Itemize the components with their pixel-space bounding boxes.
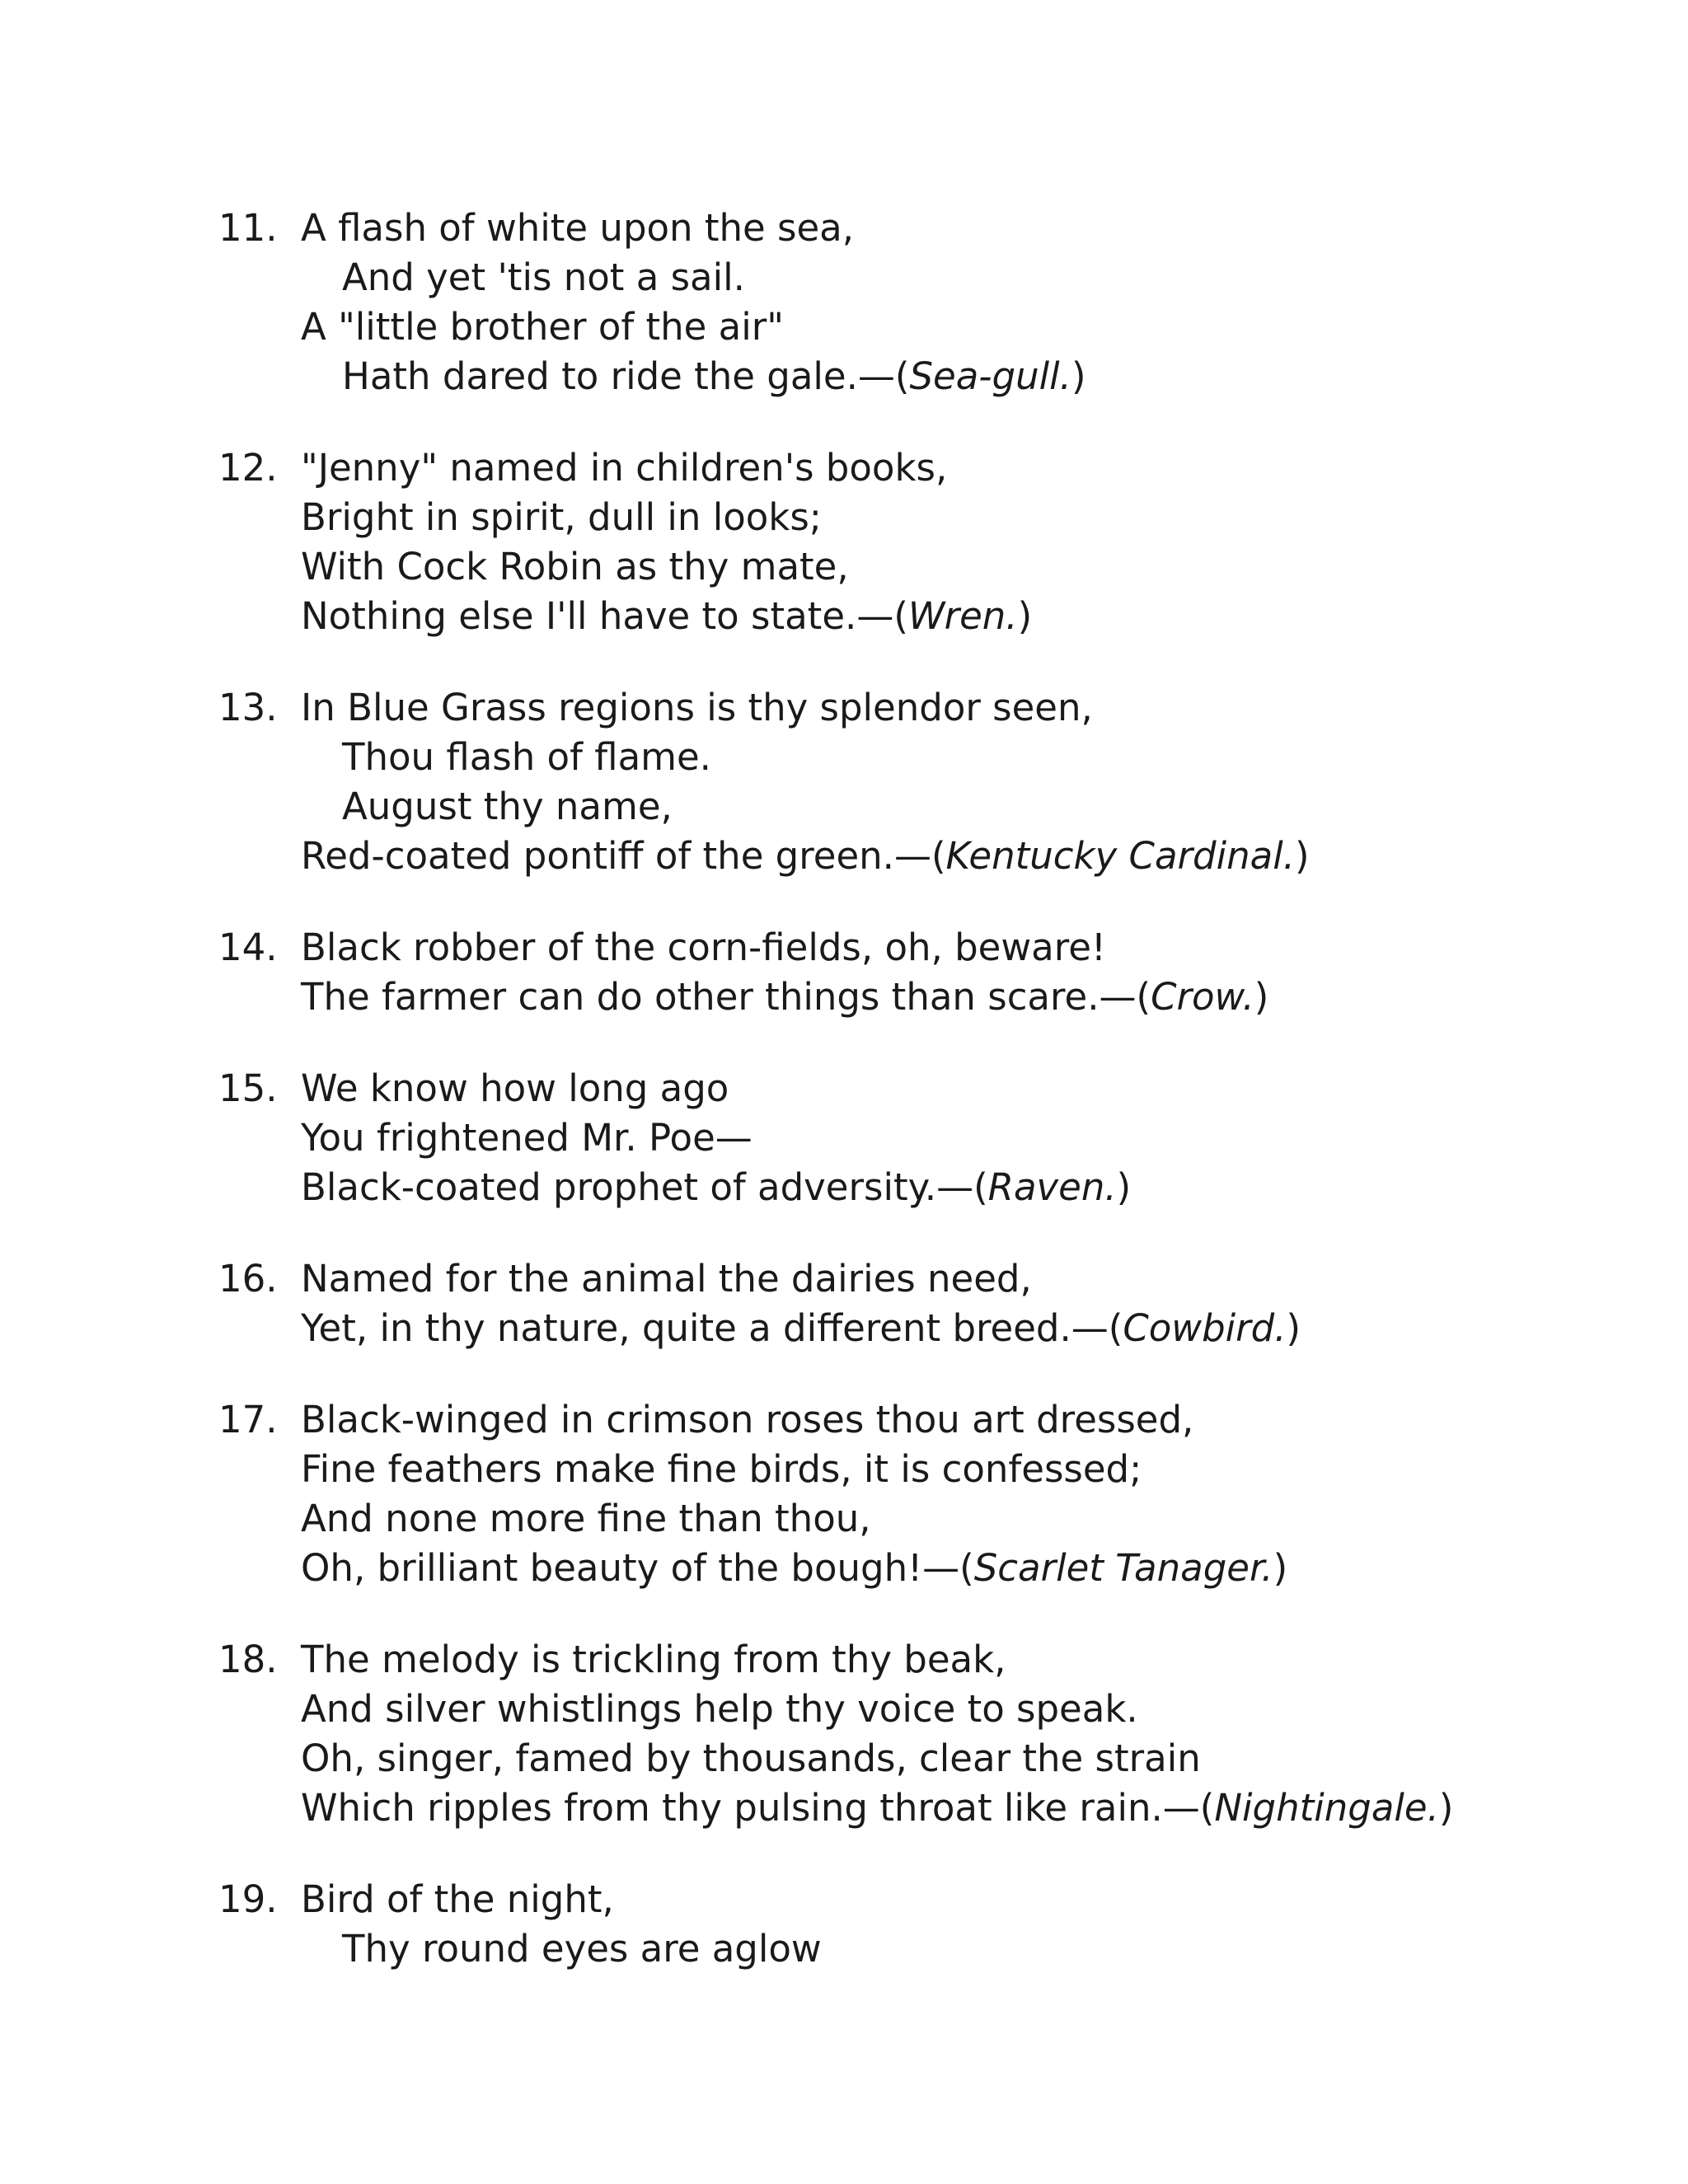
riddle-number: 19. [218,1877,278,1921]
answer-close-paren: ) [1273,1546,1288,1590]
verse-line [301,1254,1620,1304]
riddle-item [218,443,1620,641]
verse-line-text: A flash of white upon the sea, [301,206,855,250]
verse-line [301,1113,1620,1163]
verse-line [301,1635,1620,1685]
riddle-item [218,923,1620,1022]
verse-line-text: Oh, brilliant beauty of the bough!—( [301,1546,974,1590]
riddle-verse [301,1254,1620,1353]
verse-line [301,302,1620,352]
answer-close-paren: ) [1295,834,1310,878]
riddle-verse [301,1635,1620,1833]
verse-line [301,1685,1620,1734]
riddle-number: 15. [218,1066,278,1110]
verse-line-text: With Cock Robin as thy mate, [301,545,849,588]
verse-line [301,1783,1620,1833]
riddle-item [218,204,1620,401]
answer-close-paren: ) [1286,1306,1301,1350]
riddle-number: 13. [218,686,278,729]
verse-line-text: We know how long ago [301,1066,729,1110]
verse-line [301,923,1620,972]
verse-line [301,1064,1620,1113]
verse-line-text: "Jenny" named in children's books, [301,446,948,490]
verse-line-text: You frightened Mr. Poe— [301,1116,753,1160]
verse-line-text: The farmer can do other things than scare.—( [301,975,1151,1019]
riddle-list [218,204,1620,2016]
riddle-item [218,683,1620,881]
riddle-verse [301,1875,1620,1974]
answer-close-paren: ) [1017,594,1033,638]
riddle-answer: Kentucky Cardinal. [945,834,1295,878]
verse-line-text: Thou flash of flame. [342,735,711,779]
verse-line-text: Oh, singer, famed by thousands, clear the strain [301,1736,1201,1780]
verse-line-text: Hath dared to ride the gale.—( [342,354,910,398]
verse-line-text: Yet, in thy nature, quite a different breed.—( [301,1306,1123,1350]
verse-line-text: Thy round eyes are aglow [342,1927,822,1971]
riddle-number: 18. [218,1638,278,1681]
verse-line-text: And none more fine than thou, [301,1497,871,1540]
riddle-number: 12. [218,446,278,490]
verse-line [301,352,1620,401]
verse-line [301,733,1620,782]
verse-line-text: And yet 'tis not a sail. [342,255,745,299]
verse-line [301,1924,1620,1974]
verse-line [301,683,1620,733]
riddle-answer: Cowbird. [1123,1306,1287,1350]
riddle-answer: Crow. [1151,975,1254,1019]
verse-line [301,1395,1620,1445]
verse-line [301,253,1620,302]
riddle-item [218,1254,1620,1353]
verse-line [301,1544,1620,1593]
riddle-item [218,1875,1620,1974]
verse-line-text: Nothing else I'll have to state.—( [301,594,908,638]
verse-line [301,1734,1620,1783]
verse-line-text: Black robber of the corn-fields, oh, beware! [301,926,1106,969]
verse-line [301,1445,1620,1494]
verse-line-text: Bird of the night, [301,1877,614,1921]
verse-line [301,782,1620,832]
verse-line [301,542,1620,592]
verse-line-text: The melody is trickling from thy beak, [301,1638,1006,1681]
verse-line-text: Black-coated prophet of adversity.—( [301,1165,988,1209]
verse-line [301,493,1620,542]
verse-line-text: A "little brother of the air" [301,305,784,349]
verse-line-text: Fine feathers make fine birds, it is confessed; [301,1447,1142,1491]
answer-close-paren: ) [1254,975,1269,1019]
verse-line-text: August thy name, [342,785,673,828]
verse-line [301,832,1620,881]
verse-line-text: Red-coated pontiff of the green.—( [301,834,946,878]
verse-line [301,204,1620,253]
verse-line [301,1494,1620,1544]
verse-line [301,592,1620,641]
riddle-verse [301,1064,1620,1212]
riddle-number: 14. [218,926,278,969]
riddle-verse [301,923,1620,1022]
riddle-number: 17. [218,1398,278,1441]
verse-line [301,1163,1620,1212]
verse-line-text: Black-winged in crimson roses thou art dressed, [301,1398,1194,1441]
riddle-answer: Sea-gull. [909,354,1071,398]
riddle-answer: Raven. [987,1165,1117,1209]
verse-line [301,1304,1620,1353]
riddle-verse [301,683,1620,881]
answer-close-paren: ) [1116,1165,1132,1209]
riddle-answer: Scarlet Tanager. [973,1546,1273,1590]
answer-close-paren: ) [1438,1786,1454,1830]
answer-close-paren: ) [1071,354,1086,398]
verse-line [301,972,1620,1022]
riddle-number: 11. [218,206,278,250]
riddle-verse [301,204,1620,401]
riddle-item [218,1635,1620,1833]
riddle-answer: Nightingale. [1214,1786,1439,1830]
riddle-verse [301,1395,1620,1593]
riddle-verse [301,443,1620,641]
riddle-number: 16. [218,1257,278,1301]
verse-line-text: In Blue Grass regions is thy splendor seen, [301,686,1093,729]
verse-line-text: Bright in spirit, dull in looks; [301,495,822,539]
riddle-answer: Wren. [907,594,1018,638]
riddle-item [218,1395,1620,1593]
verse-line [301,443,1620,493]
verse-line-text: Named for the animal the dairies need, [301,1257,1032,1301]
verse-line [301,1875,1620,1924]
verse-line-text: And silver whistlings help thy voice to speak. [301,1687,1138,1731]
riddle-item [218,1064,1620,1212]
verse-line-text: Which ripples from thy pulsing throat like rain.—( [301,1786,1215,1830]
